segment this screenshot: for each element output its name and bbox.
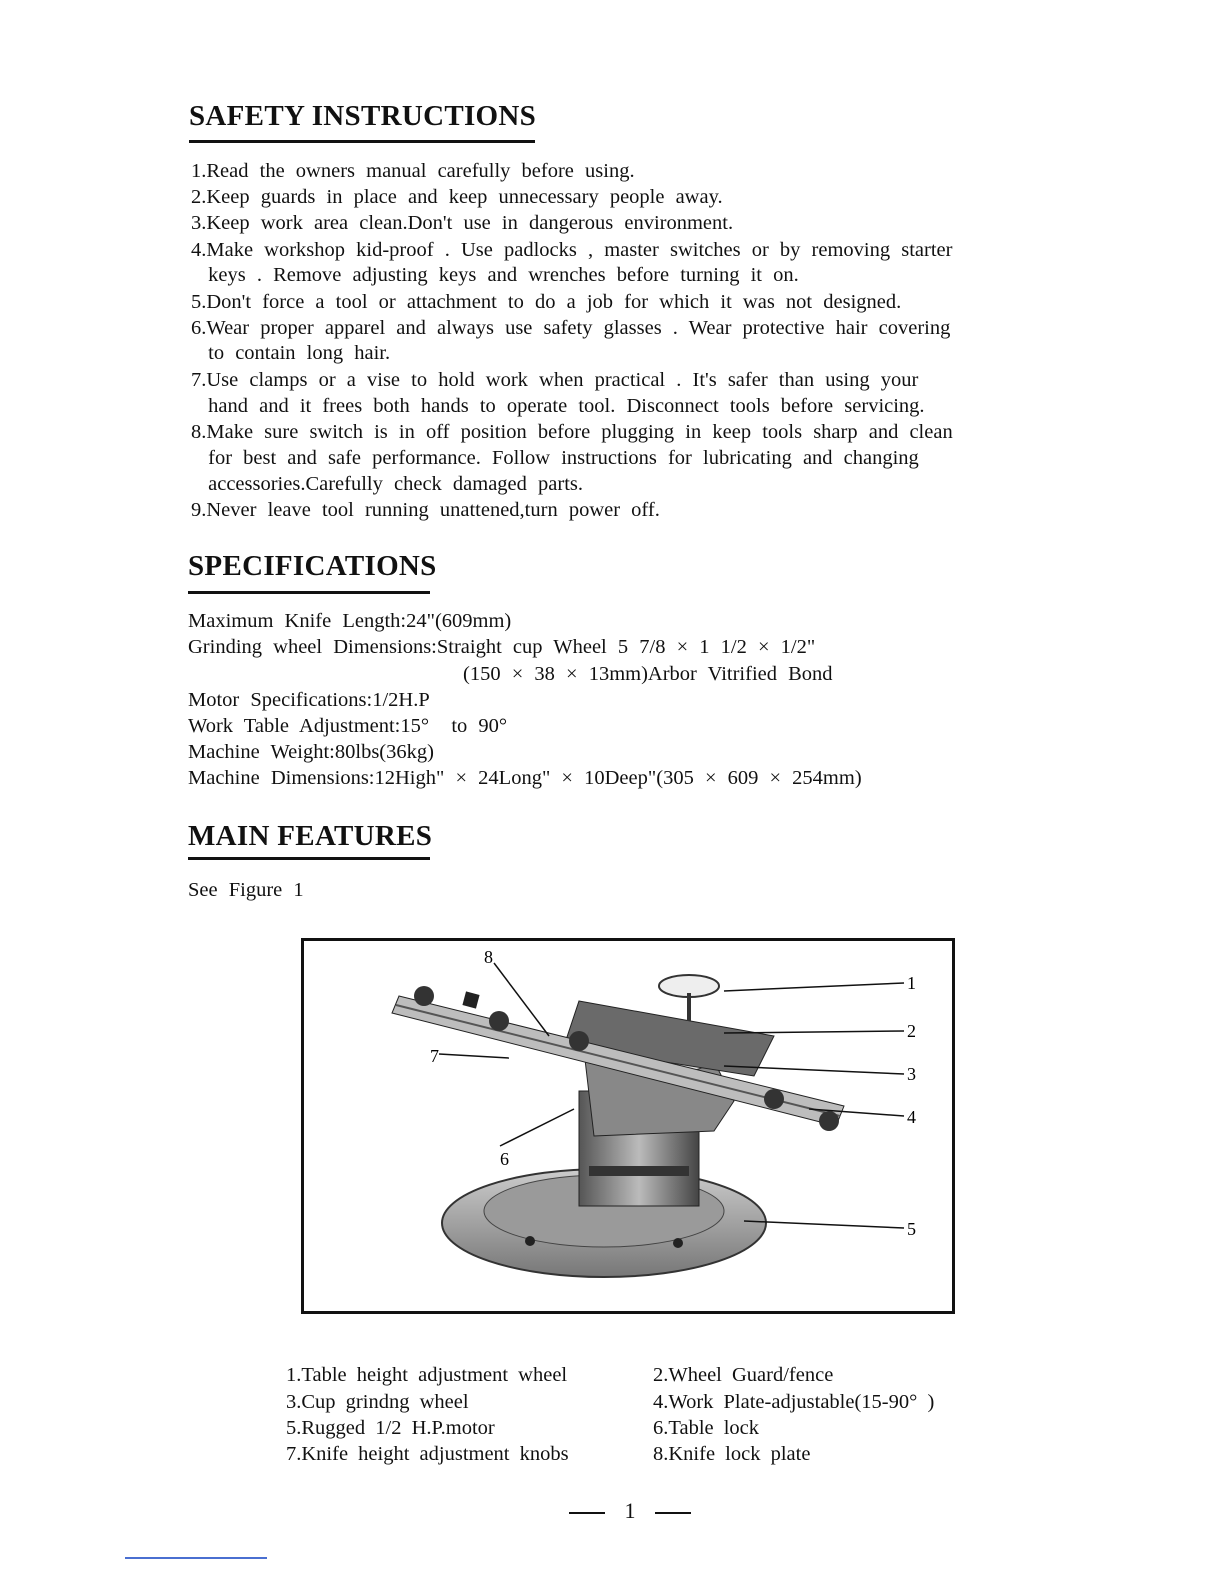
legend-item: 8.Knife lock plate xyxy=(653,1443,811,1465)
callout-number: 7 xyxy=(430,1046,439,1066)
figure-1-frame xyxy=(301,938,955,1314)
page-number: 1 xyxy=(624,1498,636,1523)
safety-line: 4.Make workshop kid-proof . Use padlocks , master switches or by removing starter xyxy=(191,239,953,261)
legend-item: 7.Knife height adjustment knobs xyxy=(286,1443,569,1465)
callout-number: 8 xyxy=(484,947,493,967)
callout-number: 2 xyxy=(907,1021,916,1041)
safety-line: 8.Make sure switch is in off position before plugging in keep tools sharp and clean xyxy=(191,421,953,443)
safety-line: for best and safe performance. Follow instructions for lubricating and changing xyxy=(197,447,919,469)
knife-knob xyxy=(414,986,434,1006)
bottom-underline xyxy=(125,1557,267,1559)
features-heading-underline xyxy=(188,857,430,860)
safety-line: accessories.Carefully check damaged parts. xyxy=(197,473,584,495)
knife-knob xyxy=(819,1111,839,1131)
knife-knob xyxy=(764,1089,784,1109)
safety-line: 2.Keep guards in place and keep unnecessary people away. xyxy=(191,186,723,208)
specs-heading-underline xyxy=(188,591,430,594)
safety-line: keys . Remove adjusting keys and wrenches before turning it on. xyxy=(197,264,799,286)
safety-line: 7.Use clamps or a vise to hold work when practical . It's safer than using your xyxy=(191,369,919,391)
legend-item: 6.Table lock xyxy=(653,1417,760,1439)
spec-line: Work Table Adjustment:15° to 90° xyxy=(188,715,508,737)
specs-heading: SPECIFICATIONS xyxy=(188,550,437,582)
spec-line: Motor Specifications:1/2H.P xyxy=(188,689,430,711)
knife-grinder-illustration xyxy=(304,941,952,1311)
safety-line: 9.Never leave tool running unattened,turn power off. xyxy=(191,499,660,521)
base-bolt xyxy=(525,1236,535,1246)
legend-item: 1.Table height adjustment wheel xyxy=(286,1364,568,1386)
callout-number: 4 xyxy=(907,1107,916,1127)
features-heading: MAIN FEATURES xyxy=(188,820,433,852)
spec-line: Maximum Knife Length:24"(609mm) xyxy=(188,610,512,632)
safety-line: 6.Wear proper apparel and always use safety glasses . Wear protective hair covering xyxy=(191,317,951,339)
spec-line: Machine Dimensions:12High" × 24Long" × 10Deep"(305 × 609 × 254mm) xyxy=(188,767,862,789)
safety-line: 1.Read the owners manual carefully before using. xyxy=(191,160,635,182)
callout-number: 3 xyxy=(907,1064,916,1084)
knife-lock-block xyxy=(462,991,479,1008)
spec-line: Grinding wheel Dimensions:Straight cup Wheel 5 7/8 × 1 1/2 × 1/2" xyxy=(188,636,816,658)
spec-line: (150 × 38 × 13mm)Arbor Vitrified Bond xyxy=(463,663,833,685)
safety-heading: SAFETY INSTRUCTIONS xyxy=(189,100,537,132)
footer-dash xyxy=(569,1512,605,1514)
footer-dash xyxy=(655,1512,691,1514)
legend-item: 3.Cup grindng wheel xyxy=(286,1391,469,1413)
safety-line: to contain long hair. xyxy=(197,342,391,364)
legend-item: 2.Wheel Guard/fence xyxy=(653,1364,834,1386)
safety-heading-underline xyxy=(189,140,535,143)
safety-line: 3.Keep work area clean.Don't use in dangerous environment. xyxy=(191,212,734,234)
callout-number: 1 xyxy=(907,973,916,993)
base-bolt xyxy=(673,1238,683,1248)
callout-number: 6 xyxy=(500,1149,509,1169)
knife-knob xyxy=(569,1031,589,1051)
spec-line: Machine Weight:80lbs(36kg) xyxy=(188,741,434,763)
motor-band xyxy=(589,1166,689,1176)
callout-number: 5 xyxy=(907,1219,916,1239)
safety-line: 5.Don't force a tool or attachment to do a job for which it was not designed. xyxy=(191,291,902,313)
knife-knob xyxy=(489,1011,509,1031)
legend-item: 4.Work Plate-adjustable(15-90° ) xyxy=(653,1391,935,1413)
safety-line: hand and it frees both hands to operate tool. Disconnect tools before servicing. xyxy=(197,395,925,417)
see-figure-text: See Figure 1 xyxy=(188,879,304,901)
legend-item: 5.Rugged 1/2 H.P.motor xyxy=(286,1417,495,1439)
page-footer xyxy=(560,1498,700,1528)
